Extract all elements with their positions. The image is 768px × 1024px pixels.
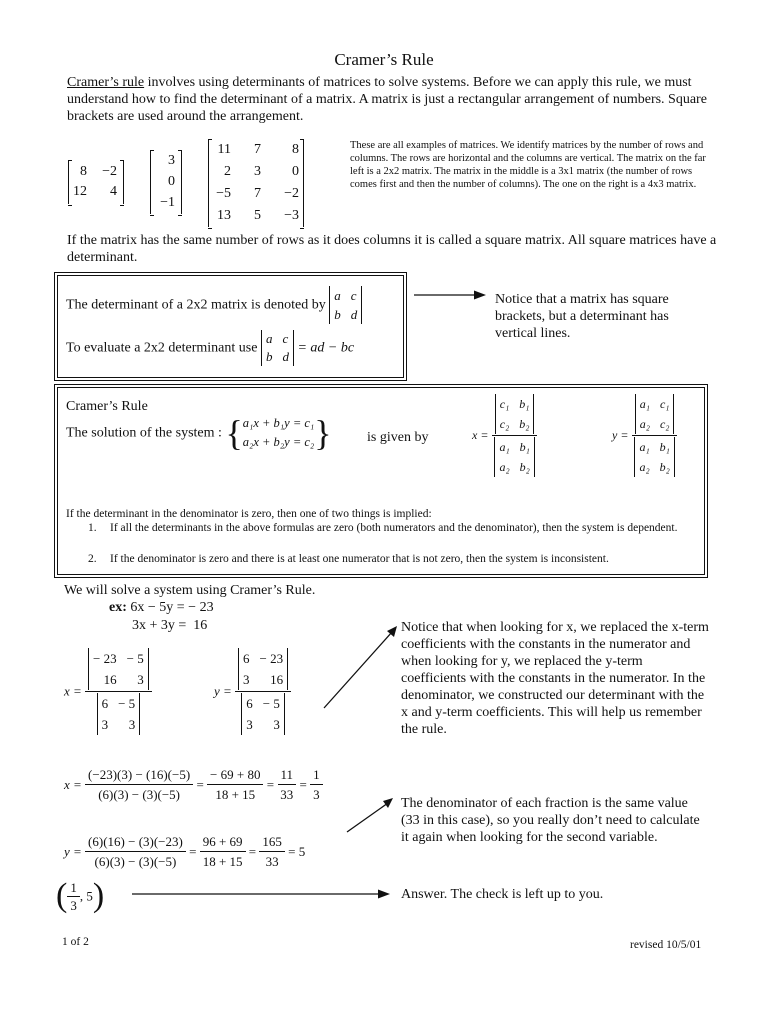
calc-fraction — [277, 766, 296, 803]
calc-fraction — [310, 766, 323, 803]
det-cell: a₂ — [499, 460, 510, 474]
calc-num: 165 — [259, 833, 285, 852]
determinant-denoted — [66, 286, 362, 324]
square-bracket-note: Notice that a matrix has square brackets, but a determinant has vertical lines. — [495, 292, 669, 341]
det-cell: b — [265, 349, 273, 364]
left-paren: ( — [56, 877, 68, 914]
det-cell: c — [282, 331, 289, 346]
cramer-y-formula — [612, 394, 678, 477]
calc-den: 33 — [280, 787, 294, 802]
equals-sign: = — [189, 844, 197, 859]
calc-den: (6)(3) − (3)(−5) — [94, 854, 177, 869]
matrix-3x1 — [150, 150, 182, 214]
det-cell: a₁ — [639, 397, 650, 411]
matrix-cell: 13 — [217, 208, 231, 223]
item-number: 1. — [88, 522, 97, 534]
det-cell: 6 — [101, 696, 109, 711]
det-cell: 16 — [103, 672, 117, 687]
cramers-rule-heading: Cramer’s Rule — [66, 399, 148, 414]
calc-den: 18 + 15 — [215, 787, 256, 802]
arrow-icon — [130, 887, 392, 901]
calc-num: − 69 + 80 — [207, 766, 263, 785]
calc-fraction — [207, 766, 263, 803]
det-cell: a — [265, 331, 273, 346]
det-cell: b₁ — [519, 440, 530, 454]
calc-result: = 5 — [288, 844, 306, 859]
right-paren: ) — [92, 877, 105, 914]
det-cell: b₁ — [659, 440, 670, 454]
example-intro: We will solve a system using Cramer’s Rule. — [64, 583, 316, 598]
evaluate-text: To evaluate a 2x2 determinant use — [66, 340, 258, 356]
det-cell: − 23 — [93, 651, 117, 666]
matrix-cell: −2 — [284, 186, 299, 201]
page-number: 1 of 2 — [62, 936, 89, 948]
det-cell: c₁ — [499, 397, 510, 411]
det-cell: 3 — [137, 672, 144, 687]
det-cell: a₁ — [499, 440, 510, 454]
matrix-cell: 7 — [254, 186, 261, 201]
matrix-cell: 8 — [80, 164, 87, 179]
det-cell: 3 — [273, 717, 280, 732]
y-label: y = — [612, 428, 629, 442]
calc-fraction — [85, 833, 186, 870]
calc-num: 11 — [278, 766, 297, 785]
det-cell: − 5 — [126, 651, 144, 666]
replacement-note: Notice that when looking for x, we replaced the x-term coefficients with the constants in the numerator and when looking for y, we replaced the y-term coefficients with the constants in the numerator. In the denominator, we constructed our determinant with the x and y-term coefficients. This will help us remember the rule. — [401, 620, 709, 737]
calc-den: 18 + 15 — [202, 854, 243, 869]
equation: 6x − 5y = − 23 — [130, 600, 214, 615]
det-cell: a₁ — [639, 440, 650, 454]
denominator-note: The denominator of each fraction is the same value (33 in this case), so you really don’t need to calculate it again when looking for the second variable. — [401, 796, 700, 845]
det-cell: − 5 — [118, 696, 136, 711]
calc-num: 1 — [310, 766, 323, 785]
matrix-caption: These are all examples of matrices. We identify matrices by the number of rows and columns. The rows are horizontal and the columns are vertical. The matrix on the far left is a 2x2 matrix. The matrix in the middle is a 3x1 matrix (the number of rows comes first and then the number of columns). The one on the right is a 4x3 matrix. — [350, 140, 706, 190]
zero-item-1 — [88, 521, 688, 536]
equals-sign: = — [196, 777, 204, 792]
intro-text: involves using determinants of matrices to solve systems. Before we can apply this rule, we must understand how to find the determinant of a matrix. A matrix is just a rectangular arrangement of numbers. Square brackets are used around the arrangement. — [67, 75, 707, 124]
det-cell: − 23 — [259, 651, 284, 666]
y-numerator-det — [635, 394, 675, 434]
calc-fraction — [85, 766, 193, 803]
y-fraction — [631, 394, 677, 477]
given-by-label: is given by — [367, 430, 429, 445]
answer-den: 3 — [70, 897, 77, 913]
matrix-cell: −5 — [216, 186, 231, 201]
det-cell: a₂ — [639, 460, 650, 474]
det-cell: b₂ — [519, 417, 530, 431]
det-cell: c₂ — [499, 417, 510, 431]
x-calculation — [64, 766, 323, 803]
ex-label: ex: — [109, 600, 127, 615]
det-cell: 3 — [128, 717, 136, 732]
answer-y: 5 — [86, 888, 93, 904]
y-denominator-det — [634, 437, 674, 477]
det-cell: 3 — [246, 717, 253, 732]
calc-den: 33 — [265, 854, 279, 869]
det-cell: 16 — [270, 672, 284, 687]
matrix-2x2 — [68, 160, 124, 204]
det-cell: c₂ — [659, 417, 670, 431]
matrix-4x3 — [208, 139, 304, 227]
determinant-evaluate — [66, 330, 354, 366]
answer-note: Answer. The check is left up to you. — [401, 887, 604, 902]
calc-num: 96 + 69 — [200, 833, 246, 852]
calc-fraction — [200, 833, 246, 870]
matrix-cell: 12 — [73, 184, 87, 199]
determinant-symbol — [261, 330, 294, 366]
matrix-cell: 11 — [217, 142, 231, 157]
det-cell: a — [334, 288, 341, 303]
example-y-formula — [214, 648, 291, 735]
y-label: y = — [214, 683, 232, 699]
zero-denominator-intro: If the determinant in the denominator is zero, then one of two things is implied: — [66, 508, 432, 520]
answer-pair — [56, 878, 104, 914]
zero-item-2 — [88, 552, 688, 567]
equals-sign: = — [248, 844, 257, 859]
equals-sign: = — [299, 777, 307, 792]
diagonal-arrow-icon — [344, 794, 396, 836]
y-denominator-det — [241, 693, 285, 735]
denoted-text: The determinant of a 2x2 matrix is denoted by — [66, 297, 326, 313]
calc-num: (6)(16) − (3)(−23) — [85, 833, 186, 852]
right-brace: } — [314, 413, 332, 453]
det-cell: a₂ — [639, 417, 650, 431]
equation-2: a₂x + b₂y = c₂ — [242, 435, 315, 449]
arrow-icon — [412, 288, 488, 302]
det-cell: 6 — [243, 651, 250, 666]
y-numerator-det — [238, 648, 288, 690]
square-matrix-text: If the matrix has the same number of rows as it does columns it is called a square matrix. All square matrices have a determinant. — [67, 233, 717, 265]
det-cell: c — [350, 288, 357, 303]
intro-paragraph — [67, 74, 717, 125]
matrix-cell: −2 — [102, 164, 117, 179]
item-text: If the denominator is zero and there is at least one numerator that is not zero, then the system is inconsistent. — [110, 553, 609, 565]
example-equation-1 — [109, 599, 214, 616]
equals-sign: = — [266, 777, 275, 792]
x-fraction — [491, 394, 537, 477]
answer-fraction — [67, 880, 80, 913]
calc-lhs: y = — [64, 844, 82, 859]
matrix-cell: 5 — [254, 208, 261, 223]
calc-den: (6)(3) − (3)(−5) — [98, 787, 181, 802]
cramers-rule-link[interactable]: Cramer’s rule — [67, 75, 145, 90]
x-numerator-det — [495, 394, 535, 434]
det-cell: d — [350, 307, 358, 322]
cramer-x-formula — [472, 394, 538, 477]
matrix-cell: −3 — [284, 208, 299, 223]
x-fraction — [85, 648, 152, 735]
example-equation-2: 3x + 3y = 16 — [132, 618, 208, 633]
y-calculation — [64, 833, 305, 870]
det-cell: − 5 — [262, 696, 280, 711]
x-denominator-det — [494, 437, 534, 477]
system-of-equations — [66, 414, 332, 452]
matrix-cell: 0 — [168, 174, 175, 189]
calc-fraction — [259, 833, 285, 870]
determinant-formula: = ad − bc — [297, 340, 355, 356]
calc-den: 3 — [313, 787, 320, 802]
matrix-cell: 0 — [292, 164, 299, 179]
det-cell: 6 — [246, 696, 253, 711]
revised-date: revised 10/5/01 — [630, 939, 702, 951]
matrix-cell: −1 — [160, 195, 175, 210]
det-cell: 3 — [243, 672, 250, 687]
item-text: If all the determinants in the above formulas are zero (both numerators and the denominator), then the system is dependent. — [110, 522, 678, 534]
equation-1: a₁x + b₁y = c₁ — [242, 416, 315, 430]
calc-lhs: x = — [64, 777, 82, 792]
det-cell: d — [282, 349, 289, 364]
calc-num: (−23)(3) − (16)(−5) — [85, 766, 193, 785]
det-cell: c₁ — [659, 397, 670, 411]
det-cell: 3 — [101, 717, 109, 732]
matrix-cell: 8 — [292, 142, 299, 157]
solution-label: The solution of the system : — [66, 425, 222, 441]
y-fraction — [235, 648, 291, 735]
x-numerator-det — [88, 648, 149, 690]
comma: , — [79, 888, 84, 904]
matrix-cell: 3 — [168, 153, 175, 168]
x-label: x = — [64, 683, 82, 699]
matrix-cell: 7 — [254, 142, 261, 157]
det-cell: b₂ — [659, 460, 670, 474]
matrix-cell: 2 — [224, 164, 231, 179]
x-denominator-det — [97, 693, 141, 735]
det-cell: b₁ — [519, 397, 530, 411]
page-title: Cramer’s Rule — [334, 50, 434, 69]
matrix-cell: 4 — [110, 184, 117, 199]
left-brace: { — [225, 413, 243, 453]
example-x-formula — [64, 648, 152, 735]
det-cell: b₂ — [519, 460, 530, 474]
answer-num: 1 — [67, 880, 80, 897]
det-cell: b — [334, 307, 341, 322]
determinant-symbol — [329, 286, 362, 324]
matrix-cell: 3 — [254, 164, 261, 179]
system-equations — [243, 414, 315, 452]
x-label: x = — [472, 428, 489, 442]
diagonal-arrow-icon — [320, 622, 400, 712]
item-number: 2. — [88, 553, 97, 565]
